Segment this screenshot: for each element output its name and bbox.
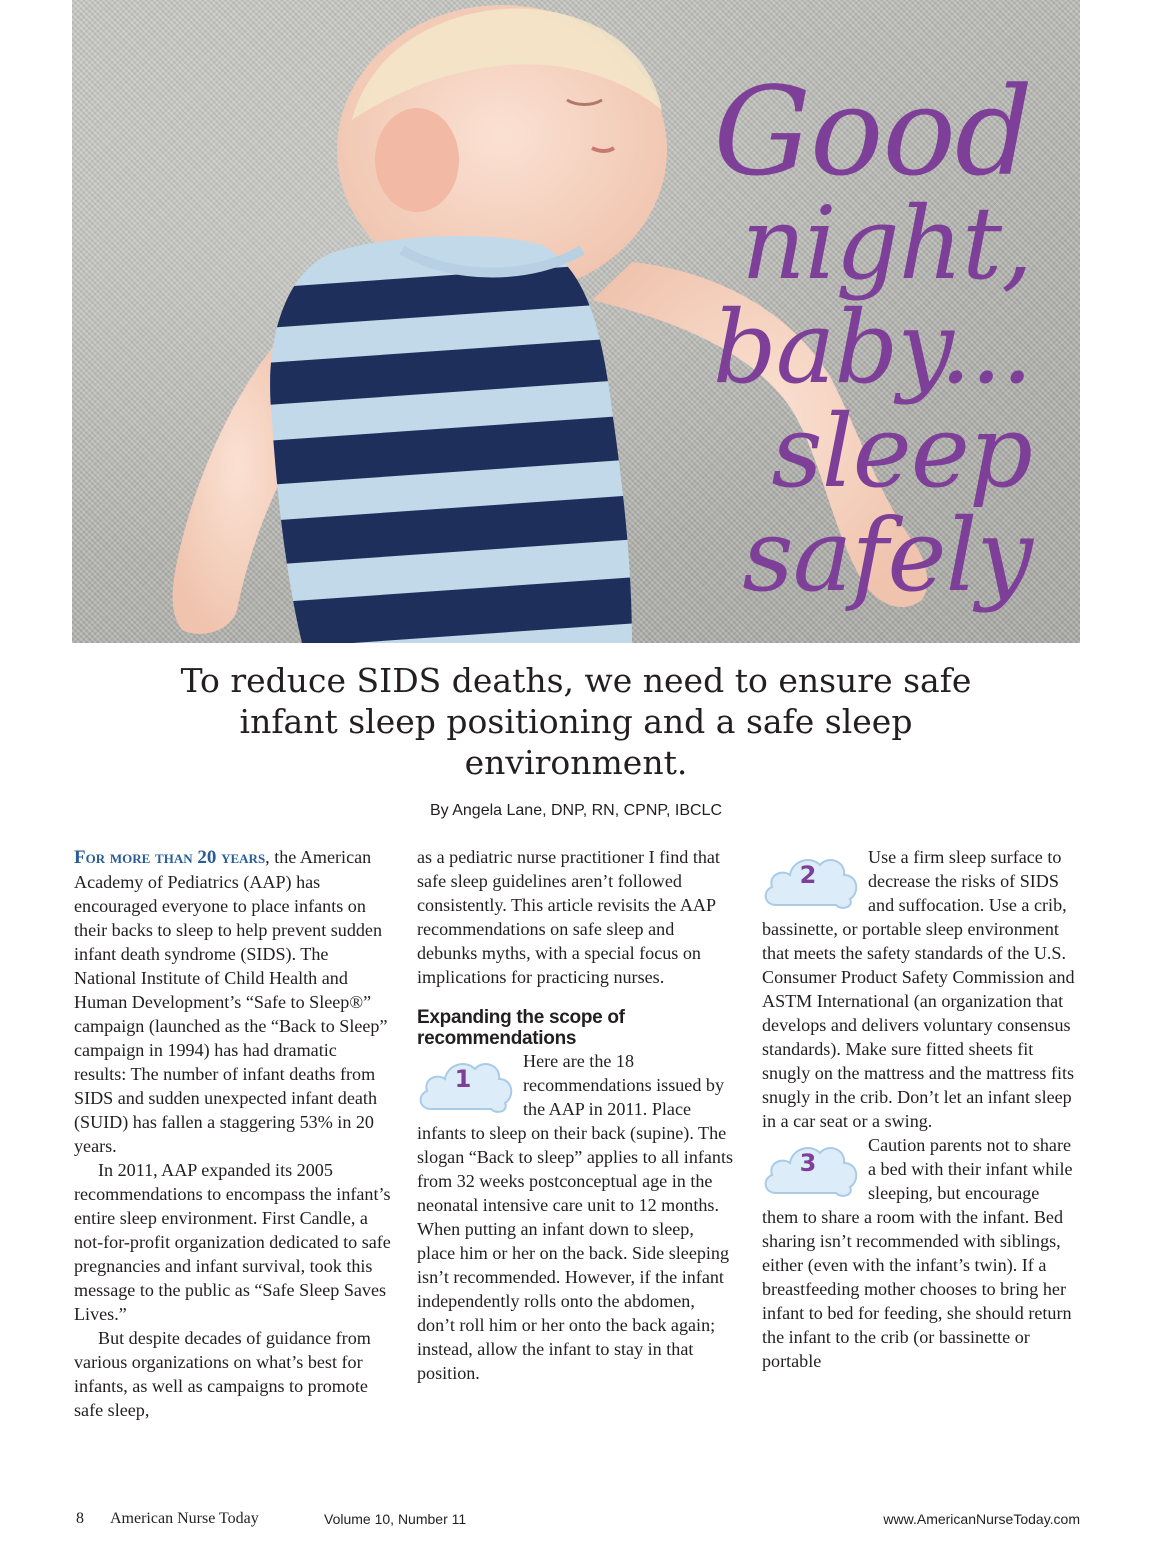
website-link[interactable]: www.AmericanNurseToday.com [883, 1511, 1080, 1527]
column-3 [762, 845, 1080, 1373]
recommendation-number: 1 [454, 1065, 472, 1093]
page-footer [0, 1510, 1152, 1534]
recommendation-text: Here are the 18 recommendations issued by the AAP in 2011. Place infants to sleep on their back (supine). The slogan “Back to sleep” applies to all infants from 32 weeks postconceptual age in the neonatal intensive care unit to 12 months. When putting an infant down to sleep, place him or her on the back. Side sleeping isn’t recommended. However, if the infant independently rolls onto the abdomen, don’t roll him or her onto the back again; instead, allow the infant to stay in that position. [417, 1051, 734, 1383]
paragraph: as a pediatric nurse practitioner I find that safe sleep guidelines aren’t followed consistently. This article revisits the AAP recommendations on safe sleep and debunks myths, with a special focus on implications for practicing nurses. [417, 847, 720, 987]
recommendation-number: 2 [799, 861, 817, 889]
paragraph [74, 845, 392, 1158]
headline-line-3: baby... [712, 289, 1032, 406]
column-1 [74, 845, 392, 1422]
headline-line-1: Good [713, 61, 1032, 203]
headline-line-2: night, [741, 185, 1032, 302]
lead-in: For more than 20 years [74, 847, 266, 868]
cloud-number-badge [417, 1051, 517, 1119]
headline-line-5: safely [742, 497, 1032, 614]
byline: By Angela Lane, DNP, RN, CPNP, IBCLC [430, 802, 722, 819]
paragraph: But despite decades of guidance from various organizations on what’s best for infants, as well as campaigns to promote safe sleep, [74, 1328, 371, 1420]
magazine-name: American Nurse Today [110, 1510, 259, 1527]
cloud-number-badge [762, 1135, 862, 1203]
issue-volume: Volume 10, Number 11 [324, 1511, 467, 1527]
hero-photo [72, 0, 1080, 643]
recommendation-number: 3 [799, 1149, 817, 1177]
recommendation-text: Caution parents not to share a bed with their infant while sleeping, but encourage them to share a room with the infant. Bed sharing isn’t recommended with siblings, either (even with the infant’s twin). If a breastfeeding mother chooses to bring her infant to bed for feeding, she should return the infant to the crib (or bassinette or portable [762, 1135, 1073, 1371]
headline-line-4: sleep [771, 393, 1032, 510]
paragraph: In 2011, AAP expanded its 2005 recommendations to encompass the infant’s entire sleep environment. First Candle, a not-for-profit organization dedicated to safe pregnancies and infant survival, took this message to the public as “Safe Sleep Saves Lives.” [74, 1160, 391, 1324]
paragraph-text: , the American Academy of Pediatrics (AAP) has encouraged everyone to place infants on their backs to sleep to help prevent sudden infant death syndrome (SIDS). The National Institute of Child Health and Human Development’s “Safe to Sleep®” campaign (launched as the “Back to Sleep” campaign in 1994) has had dramatic results: The number of infant deaths from SIDS and sudden unexpected infant death (SUID) has fallen a staggering 53% in 20 years. [74, 847, 388, 1156]
recommendation-text: Use a firm sleep surface to decrease the risks of SIDS and suffocation. Use a crib, bassinette, or portable sleep environment that meets the safety standards of the U.S. Consumer Product Safety Commission and ASTM International (an organization that develops and delivers voluntary consensus standards). Make sure fitted sheets fit snugly on the mattress and the mattress fits snugly in the crib. Don’t let an infant sleep in a car seat or a swing. [762, 847, 1075, 1131]
headline [612, 61, 1032, 614]
cloud-number-badge [762, 847, 862, 915]
deck-subtitle: To reduce SIDS deaths, we need to ensure safe infant sleep positioning and a safe sleep environment. [180, 661, 972, 782]
recommendation-1 [417, 1049, 735, 1385]
page-number: 8 [76, 1510, 84, 1527]
recommendation-2 [762, 845, 1080, 1133]
recommendation-3 [762, 1133, 1080, 1373]
section-heading: Expanding the scope of recommendations [417, 1007, 625, 1049]
column-2 [417, 845, 735, 1385]
